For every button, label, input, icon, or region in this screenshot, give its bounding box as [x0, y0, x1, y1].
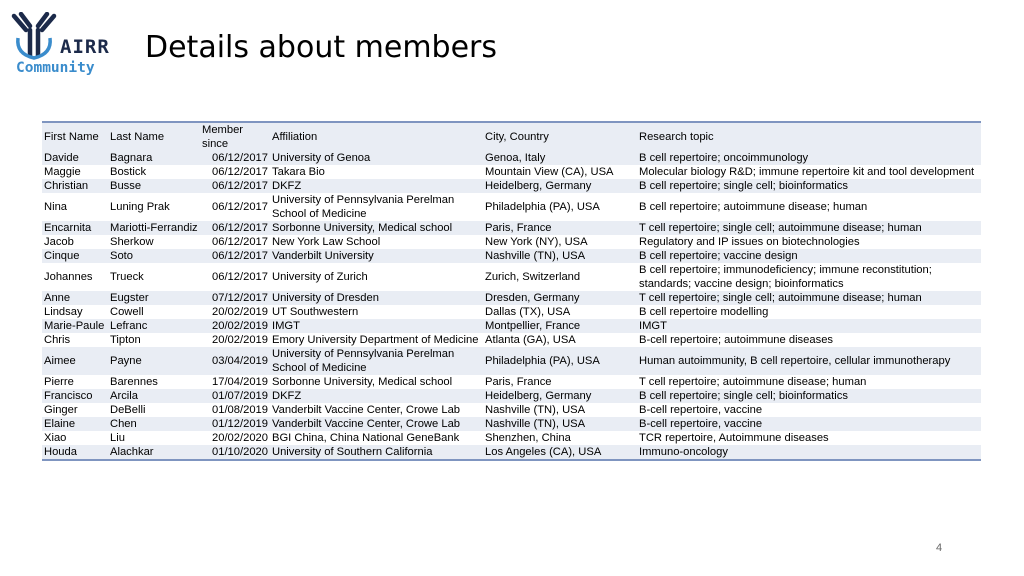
first-name-cell: Nina	[42, 193, 108, 221]
research-topic-cell: T cell repertoire; autoimmune disease; human	[637, 375, 981, 389]
city-country-cell: Philadelphia (PA), USA	[483, 193, 637, 221]
affiliation-cell: University of Genoa	[270, 151, 483, 165]
table-row	[42, 235, 981, 249]
city-country-cell: Zurich, Switzerland	[483, 263, 637, 291]
research-topic-cell: T cell repertoire; single cell; autoimmune disease; human	[637, 291, 981, 305]
affiliation-cell: Takara Bio	[270, 165, 483, 179]
member-since-cell: 20/02/2019	[200, 305, 270, 319]
last-name-cell: Tipton	[108, 333, 200, 347]
last-name-cell: Luning Prak	[108, 193, 200, 221]
last-name-cell: Payne	[108, 347, 200, 375]
affiliation-cell: UT Southwestern	[270, 305, 483, 319]
last-name-cell: DeBelli	[108, 403, 200, 417]
last-name-cell: Trueck	[108, 263, 200, 291]
city-country-cell: Mountain View (CA), USA	[483, 165, 637, 179]
table-row	[42, 347, 981, 375]
last-name-cell: Cowell	[108, 305, 200, 319]
affiliation-cell: Emory University Department of Medicine	[270, 333, 483, 347]
first-name-cell: Pierre	[42, 375, 108, 389]
member-since-cell: 01/07/2019	[200, 389, 270, 403]
research-topic-cell: B-cell repertoire, vaccine	[637, 403, 981, 417]
affiliation-cell: University of Southern California	[270, 445, 483, 460]
research-topic-cell: B cell repertoire; single cell; bioinformatics	[637, 389, 981, 403]
col-header: Member since	[200, 122, 270, 151]
city-country-cell: Atlanta (GA), USA	[483, 333, 637, 347]
member-since-cell: 06/12/2017	[200, 151, 270, 165]
table-row	[42, 445, 981, 460]
first-name-cell: Marie-Paule	[42, 319, 108, 333]
research-topic-cell: T cell repertoire; single cell; autoimmune disease; human	[637, 221, 981, 235]
city-country-cell: Dallas (TX), USA	[483, 305, 637, 319]
page-number: 4	[936, 542, 943, 554]
city-country-cell: Nashville (TN), USA	[483, 249, 637, 263]
city-country-cell: Montpellier, France	[483, 319, 637, 333]
airr-community-logo	[10, 12, 120, 78]
first-name-cell: Encarnita	[42, 221, 108, 235]
city-country-cell: Heidelberg, Germany	[483, 389, 637, 403]
col-header: First Name	[42, 122, 108, 151]
city-country-cell: New York (NY), USA	[483, 235, 637, 249]
logo-subtitle: Community	[16, 60, 95, 76]
member-since-cell: 03/04/2019	[200, 347, 270, 375]
table-row	[42, 389, 981, 403]
research-topic-cell: B cell repertoire; single cell; bioinformatics	[637, 179, 981, 193]
research-topic-cell: B-cell repertoire, vaccine	[637, 417, 981, 431]
affiliation-cell: New York Law School	[270, 235, 483, 249]
research-topic-cell: B cell repertoire modelling	[637, 305, 981, 319]
table-row	[42, 417, 981, 431]
city-country-cell: Dresden, Germany	[483, 291, 637, 305]
last-name-cell: Bagnara	[108, 151, 200, 165]
table-row	[42, 431, 981, 445]
col-header: City, Country	[483, 122, 637, 151]
last-name-cell: Busse	[108, 179, 200, 193]
member-since-cell: 20/02/2019	[200, 319, 270, 333]
table-row	[42, 165, 981, 179]
last-name-cell: Lefranc	[108, 319, 200, 333]
last-name-cell: Eugster	[108, 291, 200, 305]
member-since-cell: 06/12/2017	[200, 235, 270, 249]
city-country-cell: Paris, France	[483, 221, 637, 235]
last-name-cell: Barennes	[108, 375, 200, 389]
affiliation-cell: Vanderbilt Vaccine Center, Crowe Lab	[270, 403, 483, 417]
members-table-body	[42, 151, 981, 460]
first-name-cell: Johannes	[42, 263, 108, 291]
affiliation-cell: Vanderbilt University	[270, 249, 483, 263]
col-header: Last Name	[108, 122, 200, 151]
first-name-cell: Lindsay	[42, 305, 108, 319]
first-name-cell: Cinque	[42, 249, 108, 263]
affiliation-cell: Sorbonne University, Medical school	[270, 221, 483, 235]
table-row	[42, 249, 981, 263]
affiliation-cell: University of Zurich	[270, 263, 483, 291]
table-row	[42, 151, 981, 165]
city-country-cell: Nashville (TN), USA	[483, 417, 637, 431]
member-since-cell: 06/12/2017	[200, 249, 270, 263]
research-topic-cell: Immuno-oncology	[637, 445, 981, 460]
page-title: Details about members	[145, 30, 498, 65]
research-topic-cell: B-cell repertoire; autoimmune diseases	[637, 333, 981, 347]
research-topic-cell: IMGT	[637, 319, 981, 333]
affiliation-cell: BGI China, China National GeneBank	[270, 431, 483, 445]
table-row	[42, 403, 981, 417]
last-name-cell: Liu	[108, 431, 200, 445]
first-name-cell: Christian	[42, 179, 108, 193]
member-since-cell: 06/12/2017	[200, 221, 270, 235]
affiliation-cell: DKFZ	[270, 179, 483, 193]
first-name-cell: Houda	[42, 445, 108, 460]
research-topic-cell: B cell repertoire; autoimmune disease; human	[637, 193, 981, 221]
last-name-cell: Sherkow	[108, 235, 200, 249]
member-since-cell: 06/12/2017	[200, 165, 270, 179]
member-since-cell: 01/10/2020	[200, 445, 270, 460]
research-topic-cell: Regulatory and IP issues on biotechnologies	[637, 235, 981, 249]
research-topic-cell: Molecular biology R&D; immune repertoire kit and tool development	[637, 165, 981, 179]
table-header-row	[42, 122, 981, 151]
col-header: Affiliation	[270, 122, 483, 151]
research-topic-cell: B cell repertoire; vaccine design	[637, 249, 981, 263]
city-country-cell: Shenzhen, China	[483, 431, 637, 445]
last-name-cell: Mariotti-Ferrandiz	[108, 221, 200, 235]
last-name-cell: Arcila	[108, 389, 200, 403]
table-row	[42, 333, 981, 347]
member-since-cell: 17/04/2019	[200, 375, 270, 389]
last-name-cell: Soto	[108, 249, 200, 263]
antibody-icon	[10, 12, 58, 60]
first-name-cell: Aimee	[42, 347, 108, 375]
affiliation-cell: DKFZ	[270, 389, 483, 403]
first-name-cell: Francisco	[42, 389, 108, 403]
research-topic-cell: TCR repertoire, Autoimmune diseases	[637, 431, 981, 445]
member-since-cell: 06/12/2017	[200, 179, 270, 193]
first-name-cell: Chris	[42, 333, 108, 347]
member-since-cell: 01/12/2019	[200, 417, 270, 431]
member-since-cell: 06/12/2017	[200, 193, 270, 221]
research-topic-cell: Human autoimmunity, B cell repertoire, cellular immunotherapy	[637, 347, 981, 375]
member-since-cell: 20/02/2019	[200, 333, 270, 347]
table-row	[42, 221, 981, 235]
members-table	[42, 121, 981, 461]
affiliation-cell: IMGT	[270, 319, 483, 333]
table-row	[42, 291, 981, 305]
first-name-cell: Ginger	[42, 403, 108, 417]
table-row	[42, 305, 981, 319]
last-name-cell: Bostick	[108, 165, 200, 179]
first-name-cell: Davide	[42, 151, 108, 165]
last-name-cell: Chen	[108, 417, 200, 431]
first-name-cell: Maggie	[42, 165, 108, 179]
col-header: Research topic	[637, 122, 981, 151]
member-since-cell: 01/08/2019	[200, 403, 270, 417]
city-country-cell: Heidelberg, Germany	[483, 179, 637, 193]
logo-title: AIRR	[60, 36, 110, 58]
table-row	[42, 179, 981, 193]
first-name-cell: Jacob	[42, 235, 108, 249]
table-row	[42, 263, 981, 291]
table-row	[42, 375, 981, 389]
first-name-cell: Xiao	[42, 431, 108, 445]
research-topic-cell: B cell repertoire; oncoimmunology	[637, 151, 981, 165]
research-topic-cell: B cell repertoire; immunodeficiency; immune reconstitution; standards; vaccine design; bioinformatics	[637, 263, 981, 291]
affiliation-cell: University of Dresden	[270, 291, 483, 305]
city-country-cell: Los Angeles (CA), USA	[483, 445, 637, 460]
city-country-cell: Genoa, Italy	[483, 151, 637, 165]
affiliation-cell: University of Pennsylvania Perelman School of Medicine	[270, 347, 483, 375]
table-row	[42, 193, 981, 221]
member-since-cell: 06/12/2017	[200, 263, 270, 291]
member-since-cell: 20/02/2020	[200, 431, 270, 445]
city-country-cell: Nashville (TN), USA	[483, 403, 637, 417]
affiliation-cell: University of Pennsylvania Perelman School of Medicine	[270, 193, 483, 221]
affiliation-cell: Sorbonne University, Medical school	[270, 375, 483, 389]
member-since-cell: 07/12/2017	[200, 291, 270, 305]
table-row	[42, 319, 981, 333]
city-country-cell: Philadelphia (PA), USA	[483, 347, 637, 375]
affiliation-cell: Vanderbilt Vaccine Center, Crowe Lab	[270, 417, 483, 431]
first-name-cell: Anne	[42, 291, 108, 305]
last-name-cell: Alachkar	[108, 445, 200, 460]
first-name-cell: Elaine	[42, 417, 108, 431]
city-country-cell: Paris, France	[483, 375, 637, 389]
